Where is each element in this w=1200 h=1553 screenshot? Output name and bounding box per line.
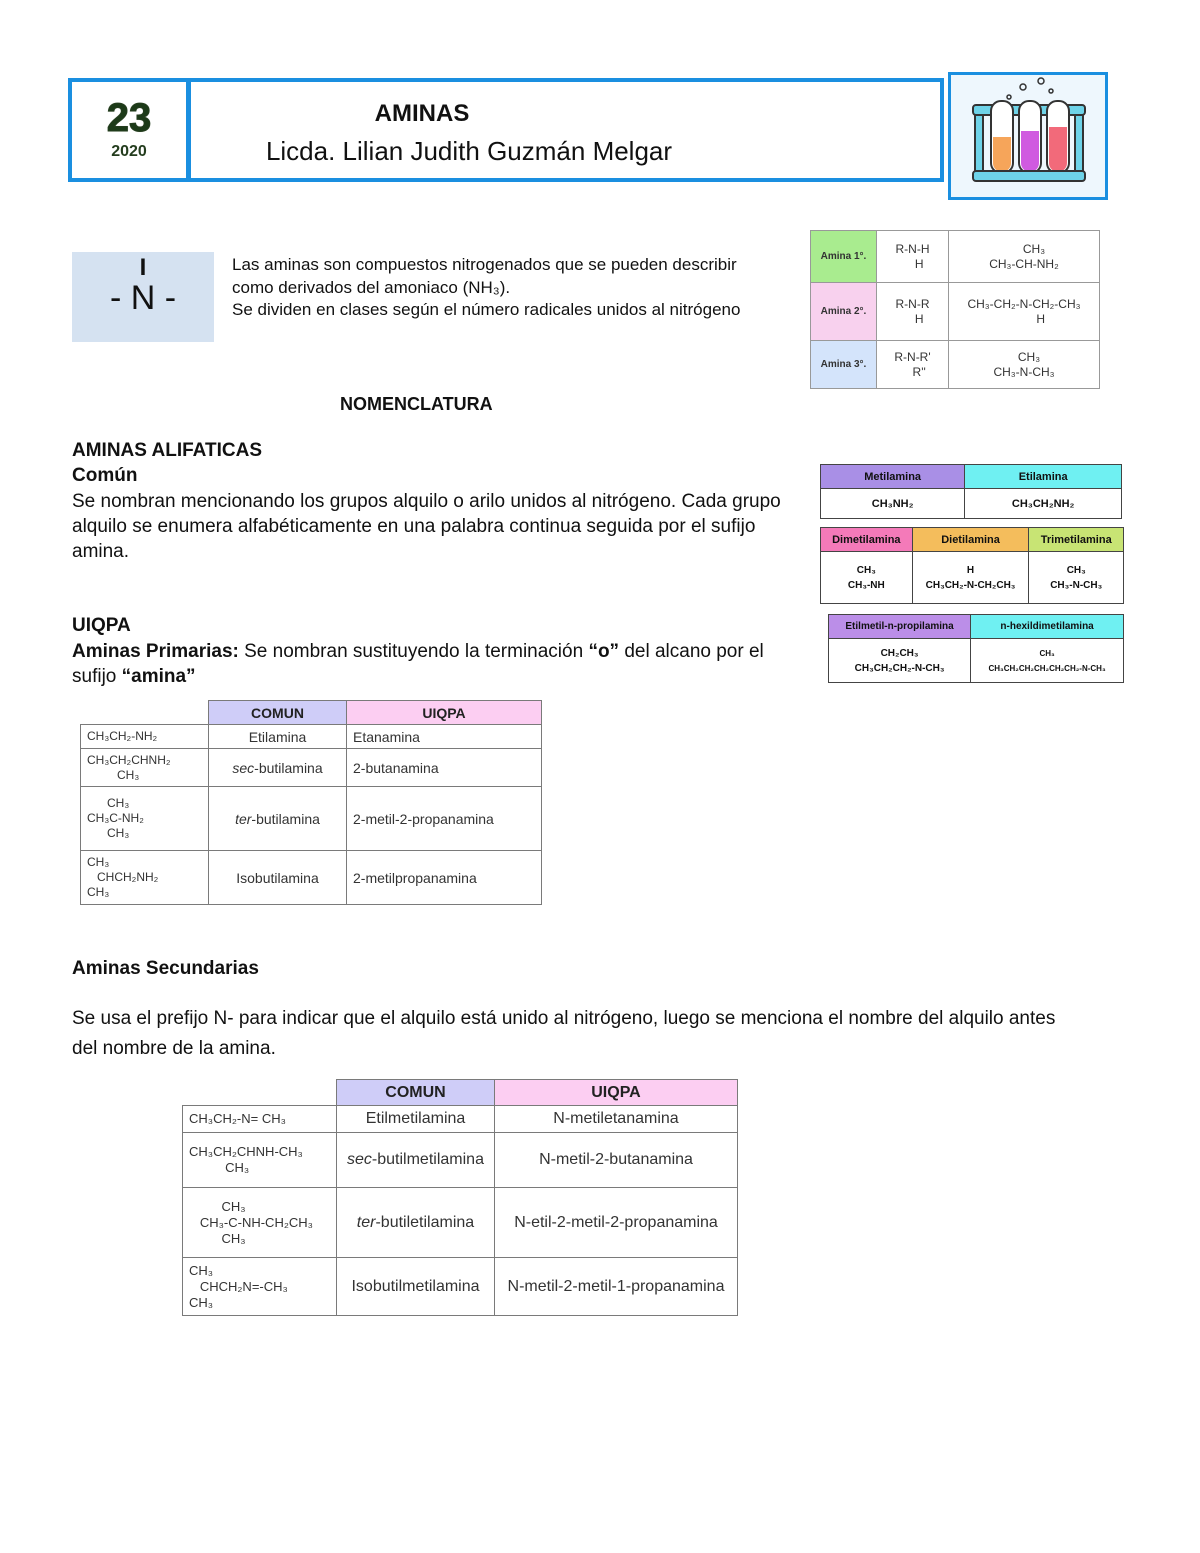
common-name-prefix: ter	[235, 810, 252, 827]
chapter-number: 23	[106, 96, 152, 140]
common-name-cell	[337, 1106, 495, 1133]
chapter-year: 2020	[111, 143, 147, 160]
uiqpa-name-cell: N-etil-2-metil-2-propanamina	[495, 1188, 738, 1258]
example-name: Metilamina	[821, 465, 965, 489]
table-row	[811, 231, 1100, 283]
formula-cell: CH₃ CH₃C-NH₂ CH₃	[81, 787, 209, 851]
common-name: -butilamina	[251, 810, 320, 827]
primarias-text-1: Se nombran sustituyendo la terminación	[238, 641, 589, 662]
table-row	[811, 283, 1100, 341]
secondary-amines-table	[182, 1079, 738, 1316]
example-name: Dietilamina	[912, 528, 1029, 552]
formula-cell: CH₃ CH₃-C-NH-CH₂CH₃ CH₃	[183, 1188, 337, 1258]
example-formula: CH₂CH₃ CH₃CH₂CH₂-N-CH₃	[829, 639, 971, 683]
section-heading-nomenclatura: NOMENCLATURA	[340, 394, 493, 414]
uiqpa-name-cell: N-metil-2-metil-1-propanamina	[495, 1258, 738, 1316]
intro-paragraph-2: Se dividen en clases según el número radicales unidos al nitrógeno	[232, 300, 741, 319]
example-formula: CH₃ CH₃CH₂CH₂CH₂CH₂CH₂-N-CH₃	[971, 639, 1124, 683]
uiqpa-name-cell: N-metiletanamina	[495, 1106, 738, 1133]
common-name: Isobutilmetilamina	[351, 1277, 480, 1295]
class-label: Amina 1°.	[811, 231, 877, 283]
intro-paragraph-1: Las aminas son compuestos nitrogenados que se pueden describir como derivados del amoniaco (NH₃).	[232, 255, 737, 297]
example-name: Etilamina	[965, 465, 1122, 489]
column-header-comun: COMUN	[337, 1080, 495, 1106]
author-name: Licda. Lilian Judith Guzmán Melgar	[265, 136, 673, 166]
table-corner	[81, 701, 209, 725]
primarias-paragraph	[72, 640, 812, 689]
example-formula: CH₃ CH₃-N-CH₃	[1029, 552, 1124, 604]
class-example-formula: CH₃-CH₂-N-CH₂-CH₃ H	[949, 283, 1100, 341]
uiqpa-name-cell: 2-metil-2-propanamina	[347, 787, 542, 851]
column-header-uiqpa: UIQPA	[347, 701, 542, 725]
formula-cell: CH₃CH₂CHNH₂ CH₃	[81, 749, 209, 787]
example-name: Etilmetil-n-propilamina	[829, 615, 971, 639]
class-general-formula: R-N-R' R''	[877, 341, 949, 389]
example-name: Dimetilamina	[821, 528, 913, 552]
common-name: -butilamina	[254, 759, 323, 776]
primarias-text-2: del alcano por el sufijo	[72, 641, 764, 687]
example-name: n-hexildimetilamina	[971, 615, 1124, 639]
class-general-formula: R-N-R H	[877, 283, 949, 341]
class-example-formula: CH₃ CH₃-CH-NH₂	[949, 231, 1100, 283]
common-name: -butiletilamina	[375, 1213, 475, 1231]
subheading-comun: Común	[72, 465, 138, 486]
amine-classes-table	[810, 230, 1100, 389]
table-row	[183, 1133, 738, 1188]
example-formula: H CH₃CH₂-N-CH₂CH₃	[912, 552, 1029, 604]
formula-cell: CH₃CH₂CHNH-CH₃ CH₃	[183, 1133, 337, 1188]
table-row	[183, 1106, 738, 1133]
formula-cell: CH₃CH₂-NH₂	[81, 725, 209, 749]
common-name: Etilamina	[248, 728, 307, 745]
table-row	[811, 341, 1100, 389]
nitrogen-symbol: - N -	[109, 279, 177, 317]
example-name: Trimetilamina	[1029, 528, 1124, 552]
class-label: Amina 3°.	[811, 341, 877, 389]
common-name: Isobutilamina	[236, 869, 319, 886]
column-header-uiqpa: UIQPA	[495, 1080, 738, 1106]
examples-grid-1	[820, 464, 1122, 519]
uiqpa-name-cell: 2-metilpropanamina	[347, 851, 542, 905]
uiqpa-name-cell: N-metil-2-butanamina	[495, 1133, 738, 1188]
section-heading-alifaticas: AMINAS ALIFATICAS	[72, 440, 262, 461]
common-name: Etilmetilamina	[365, 1110, 466, 1127]
formula-cell: CH₃ CHCH₂NH₂ CH₃	[81, 851, 209, 905]
secundarias-paragraph: Se usa el prefijo N- para indicar que el alquilo está unido al nitrógeno, luego se menciona el nombre del alquilo antes del nombre de la amina.	[72, 1008, 1056, 1059]
intro-text	[232, 254, 752, 322]
table-row	[81, 725, 542, 749]
common-name: -butilmetilamina	[371, 1151, 484, 1168]
uiqpa-name-cell: 2-butanamina	[347, 749, 542, 787]
table-row	[81, 749, 542, 787]
column-header-comun: COMUN	[209, 701, 347, 725]
section-heading-secundarias: Aminas Secundarias	[72, 958, 259, 979]
primarias-quote-1: “o”	[588, 641, 620, 662]
common-name-cell	[337, 1258, 495, 1316]
nitrogen-bond-bar: I	[139, 254, 147, 281]
table-row	[183, 1258, 738, 1316]
common-name-cell	[337, 1188, 495, 1258]
example-formula: CH₃ CH₃-NH	[821, 552, 913, 604]
test-tubes-rack-icon	[948, 72, 1108, 200]
common-name-prefix: sec	[347, 1151, 372, 1168]
example-formula: CH₃NH₂	[821, 489, 965, 519]
page-title: AMINAS	[374, 100, 470, 127]
common-name-cell	[209, 851, 347, 905]
title-box	[188, 78, 944, 182]
class-general-formula: R-N-H H	[877, 231, 949, 283]
comun-paragraph: Se nombran mencionando los grupos alquilo o arilo unidos al nitrógeno. Cada grupo alquilo se enumera alfabéticamente en una palabra continua seguida por el sufijo amina.	[72, 491, 781, 562]
table-row	[81, 851, 542, 905]
common-name-cell	[209, 749, 347, 787]
primary-amines-table	[80, 700, 542, 905]
chapter-number-box	[68, 78, 190, 182]
primarias-lead: Aminas Primarias:	[72, 641, 239, 662]
formula-cell: CH₃ CHCH₂N=-CH₃ CH₃	[183, 1258, 337, 1316]
common-name-prefix: sec	[232, 759, 255, 776]
table-corner	[183, 1080, 337, 1106]
formula-cell: CH₃CH₂-N= CH₃	[183, 1106, 337, 1133]
example-formula: CH₃CH₂NH₂	[965, 489, 1122, 519]
examples-grid-3	[828, 614, 1124, 683]
class-label: Amina 2°.	[811, 283, 877, 341]
common-name-prefix: ter	[356, 1213, 376, 1231]
class-example-formula: CH₃ CH₃-N-CH₃	[949, 341, 1100, 389]
common-name-cell	[209, 787, 347, 851]
table-row	[183, 1188, 738, 1258]
table-row	[81, 787, 542, 851]
subheading-uiqpa: UIQPA	[72, 615, 131, 636]
examples-grid-2	[820, 527, 1124, 604]
common-name-cell	[209, 725, 347, 749]
nitrogen-symbol-box	[72, 252, 214, 342]
common-name-cell	[337, 1133, 495, 1188]
primarias-quote-2: “amina”	[121, 665, 196, 687]
uiqpa-name-cell: Etanamina	[347, 725, 542, 749]
